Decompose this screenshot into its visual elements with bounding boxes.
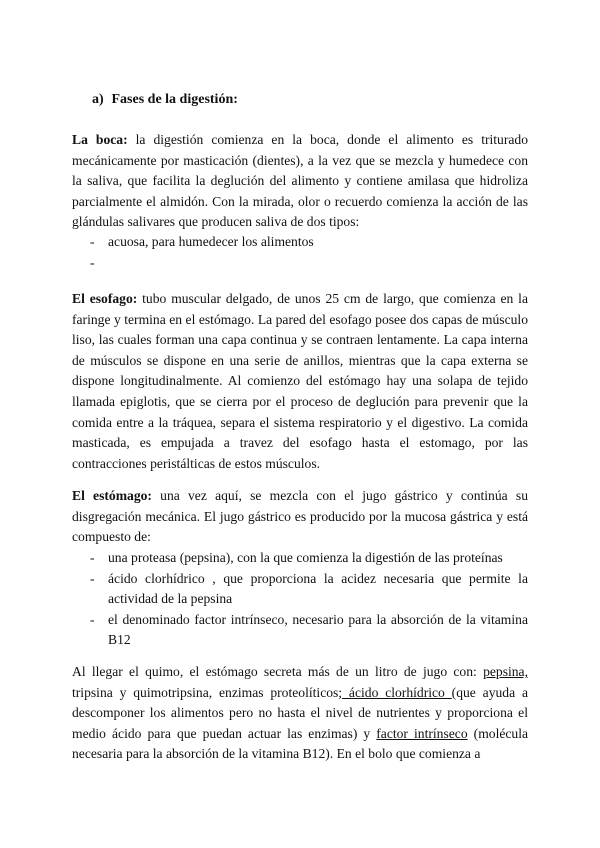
section-heading (92, 92, 238, 108)
quimo-text-4: (molécula necesaria para la absorción de la vitamina B12). En el bolo que comienza a (72, 725, 529, 762)
bullet-dash: - (90, 611, 95, 627)
boca-text: la digestión comienza en la boca, donde el alimento es triturado mecánicamente por masticación (dientes), a la vez que se mezcla y humedece con la saliva, que facilita la deglución del alimento y contiene amilasa que hidroliza parcialmente el almidón. Con la mirada, olor o recuerdo comienza la acción de las glándulas salivares que producen saliva de dos tipos: (72, 132, 528, 230)
esofago-lead: El esofago: (72, 291, 138, 306)
list-item (72, 253, 528, 274)
estomago-list (72, 548, 528, 651)
list-item-text: ácido clorhídrico , que proporciona la acidez necesaria que permite la actividad de la pepsina (108, 570, 528, 607)
list-item (72, 232, 528, 253)
quimo-text-2: tripsina y quimotripsina, enzimas proteolíticos; (72, 684, 343, 700)
quimo-text-3: (que ayuda a descomponer los alimentos pero no hasta el nivel de nutrientes y proporciona el medio ácido para que puedan actuar las enzimas) y (72, 684, 528, 741)
estomago-lead: El estómago: (72, 488, 152, 503)
esofago-text: tubo muscular delgado, de unos 25 cm de largo, que comienza en la faringe y termina en el estómago. La pared del esofago posee dos capas de músculo liso, las cuales forman una capa continua y se contraen lentamente. La capa interna de músculos se dispone en una serie de anillos, mientras que la capa externa se dispone longitudinalmente. Al comienzo del estómago hay una solapa de tejido llamada epiglotis, que se cierra por el proceso de deglución para prevenir que la comida entre a la tráquea, separa el sistema respiratorio y el digestivo. La comida masticada, es empujada a travez del esofago hasta el estomago, por las contracciones peristálticas de estos músculos. (72, 291, 528, 471)
heading-number: a) (92, 92, 104, 107)
list-item (72, 569, 528, 610)
list-item-text: el denominado factor intrínseco, necesario para la absorción de la vitamina B12 (108, 611, 528, 648)
estomago-text: una vez aquí, se mezcla con el jugo gástrico y continúa su disgregación mecánica. El jugo gástrico es producido por la mucosa gástrica y está compuesto de: (72, 488, 528, 545)
boca-list (72, 232, 528, 273)
heading-title: Fases de la digestión: (111, 92, 238, 107)
bullet-dash: - (90, 570, 95, 586)
term-acido-clorhidrico: ácido clorhídrico (342, 684, 452, 700)
paragraph-quimo (72, 662, 528, 765)
term-factor-intrinseco: factor intrínseco (376, 725, 468, 741)
boca-lead: La boca: (72, 132, 128, 147)
bullet-dash: - (90, 254, 95, 270)
list-item (72, 610, 528, 651)
paragraph-boca (72, 130, 528, 233)
paragraph-esofago (72, 289, 528, 474)
list-item-text: una proteasa (pepsina), con la que comienza la digestión de las proteínas (108, 550, 503, 565)
bullet-dash: - (90, 550, 95, 565)
bullet-dash: - (90, 234, 95, 249)
quimo-text-1: Al llegar el quimo, el estómago secreta más de un litro de jugo con: (72, 664, 484, 679)
list-item-text: acuosa, para humedecer los alimentos (108, 234, 314, 249)
term-pepsina: pepsina, (483, 664, 528, 679)
list-item (72, 548, 528, 569)
paragraph-estomago (72, 486, 528, 548)
